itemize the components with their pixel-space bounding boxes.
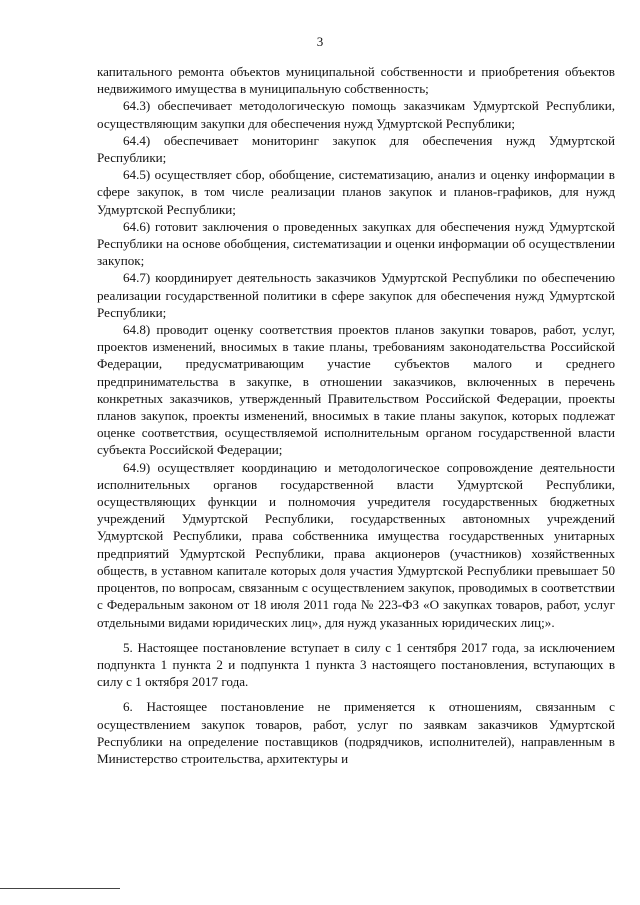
document-body: [97, 63, 615, 767]
paragraph-64-4: 64.4) обеспечивает мониторинг закупок для обеспечения нужд Удмуртской Республики;: [97, 132, 615, 166]
paragraph-64-9: 64.9) осуществляет координацию и методологическое сопровождение деятельности исполнительных органов государственной власти Удмуртской Республики, осуществляющих функции и полномочия учредителя государственных бюджетных учреждений Удмуртской Республики, государственных автономных учреждений Удмуртской Республики, права собственника имущества государственных унитарных предприятий Удмуртской Республики, права акционеров (участников) хозяйственных обществ, в уставном капитале которых доля участия Удмуртской Республики превышает 50 процентов, по вопросам, связанным с осуществлением закупок, проводимых в соответствии с Федеральным законом от 18 июля 2011 года № 223-ФЗ «О закупках товаров, работ, услуг отдельными видами юридических лиц», для нужд указанных юридических лиц;».: [97, 459, 615, 630]
page-number: 3: [316, 34, 324, 49]
paragraph-64-5: 64.5) осуществляет сбор, обобщение, систематизацию, анализ и оценку информации в сфере закупок, в том числе реализации планов закупок и планов-графиков, для нужд Удмуртской Республики;: [97, 167, 615, 217]
paragraph-continuation: капитального ремонта объектов муниципальной собственности и приобретения объектов недвижимого имущества в муниципальную собственность;: [97, 64, 615, 97]
paragraph-64-8: 64.8) проводит оценку соответствия проектов планов закупки товаров, работ, услуг, проектов изменений, вносимых в такие планы, требованиям законодательства Российской Федерации, предусматривающим участие субъектов малого и среднего предпринимательства в закупке, в отношении заказчиков, включенных в перечень конкретных заказчиков, утвержденный Правительством Российской Федерации, проекты планов закупок, проекты изменений, вносимых в такие планы закупок, которых подлежат оценке соответствия, осуществляемой исполнительным органом государственной власти субъекта Российской Федерации;: [97, 322, 615, 458]
paragraph-64-3: 64.3) обеспечивает методологическую помощь заказчикам Удмуртской Республики, осуществляющим закупки для обеспечения нужд Удмуртской Республики;: [97, 98, 615, 131]
footer-rule: [0, 888, 120, 889]
paragraph-64-7: 64.7) координирует деятельность заказчиков Удмуртской Республики по обеспечению реализации государственной политики в сфере закупок для обеспечения нужд Удмуртской Республики;: [97, 270, 615, 320]
paragraph-5: 5. Настоящее постановление вступает в силу с 1 сентября 2017 года, за исключением подпункта 1 пункта 2 и подпункта 1 пункта 3 настоящего постановления, вступающих в силу с 1 октября 2017 года.: [97, 639, 615, 690]
paragraph-6: 6. Настоящее постановление не применяется к отношениям, связанным с осуществлением закупок товаров, работ, услуг по заявкам заказчиков Удмуртской Республики на определение поставщиков (подрядчиков, исполнителей), направленным в Министерство строительства, архитектуры и: [97, 699, 615, 766]
paragraph-64-6: 64.6) готовит заключения о проведенных закупках для обеспечения нужд Удмуртской Республики на основе обобщения, систематизации и оценки информации об осуществлении закупок;: [97, 218, 615, 269]
